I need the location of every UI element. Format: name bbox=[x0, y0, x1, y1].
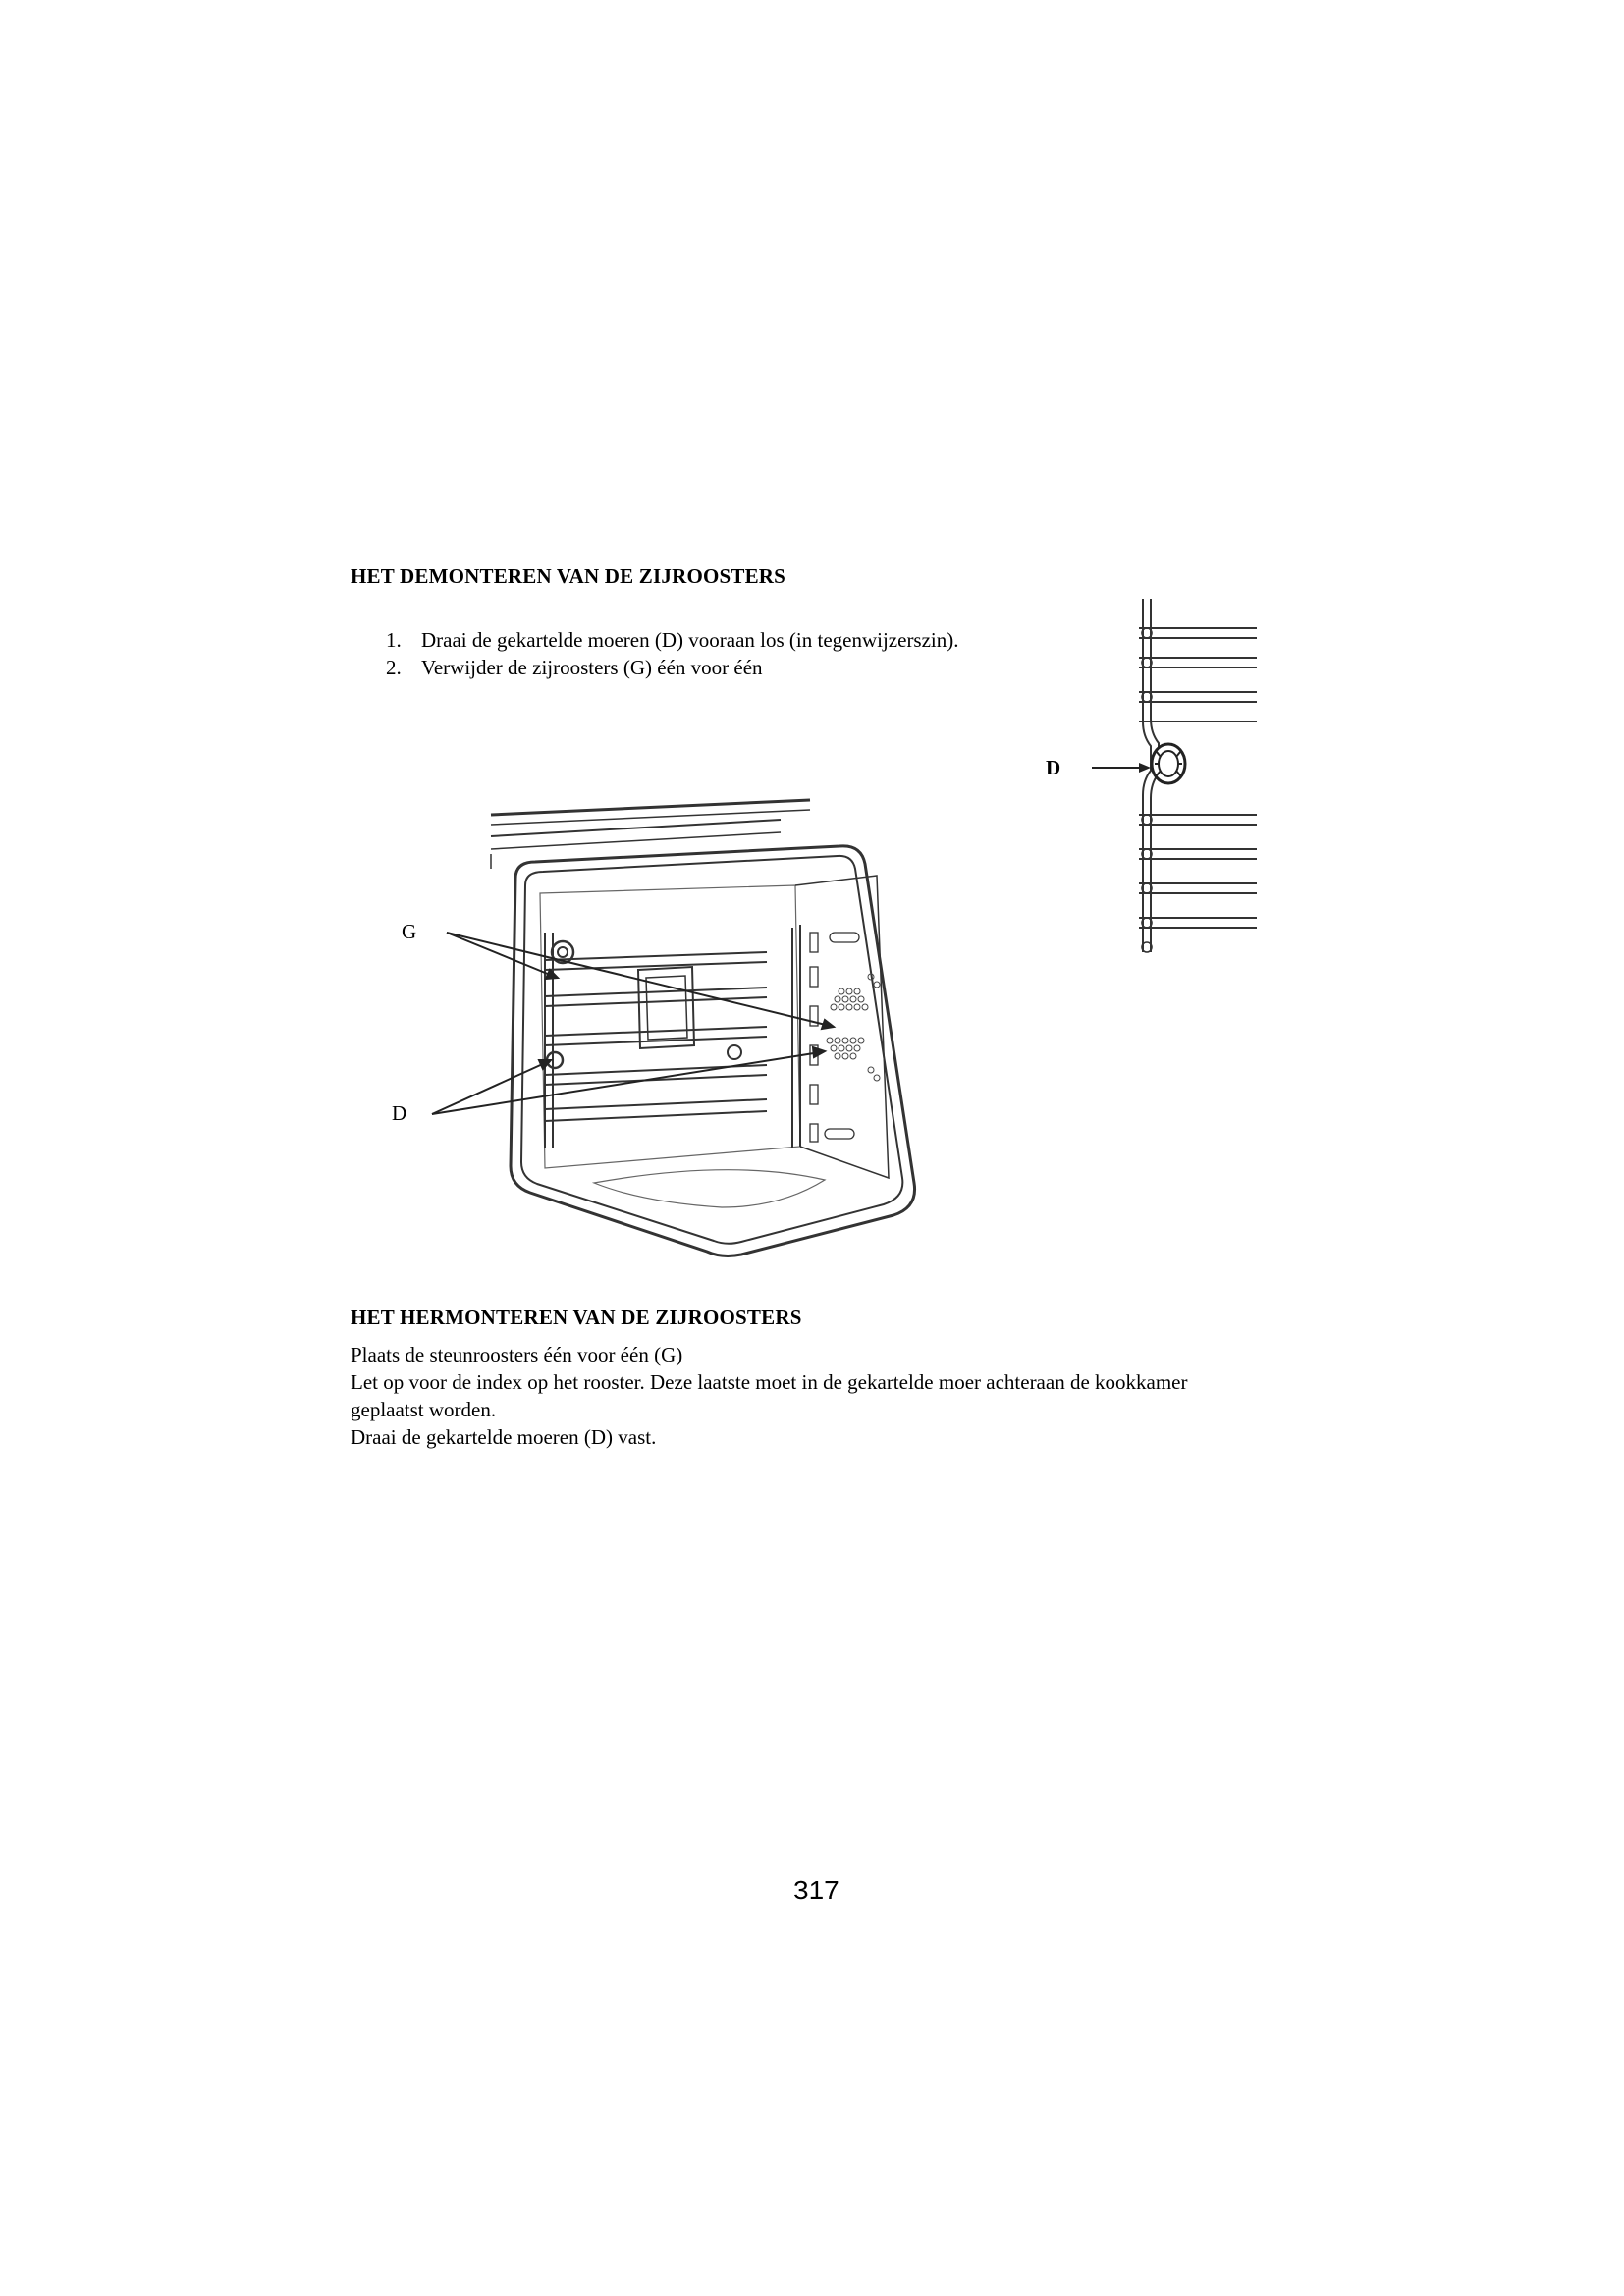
step-item bbox=[386, 654, 959, 681]
knurled-nut-icon bbox=[1152, 744, 1185, 783]
reassembly-instructions bbox=[351, 1341, 1215, 1451]
callout-arrows bbox=[432, 933, 834, 1114]
rack-detail-illustration bbox=[1100, 589, 1257, 967]
paragraph: Plaats de steunroosters één voor één (G) bbox=[351, 1343, 683, 1366]
paragraph: Draai de gekartelde moeren (D) vast. bbox=[351, 1425, 657, 1449]
oven-cavity-illustration bbox=[486, 795, 938, 1271]
figure-label-g: G bbox=[402, 920, 417, 943]
figure-label-d: D bbox=[392, 1101, 407, 1125]
step-text: Verwijder de zijroosters (G) één voor één bbox=[421, 656, 763, 679]
detail-d-arrow bbox=[1092, 763, 1151, 773]
paragraph: Let op voor de index op het rooster. Deze laatste moet in de gekartelde moer achteraan de kookkamer geplaatst worden. bbox=[351, 1370, 1188, 1421]
step-number: 2. bbox=[386, 656, 402, 679]
step-text: Draai de gekartelde moeren (D) vooraan los (in tegenwijzerszin). bbox=[421, 628, 959, 652]
detail-label-d: D bbox=[1046, 756, 1061, 779]
step-number: 1. bbox=[386, 628, 402, 652]
section-heading-demonteren: HET DEMONTEREN VAN DE ZIJROOSTERS bbox=[351, 564, 786, 588]
steps-list bbox=[386, 626, 959, 681]
page-number: 317 bbox=[793, 1875, 839, 1905]
section-heading-hermonteren: HET HERMONTEREN VAN DE ZIJROOSTERS bbox=[351, 1306, 802, 1329]
step-item bbox=[386, 626, 959, 654]
